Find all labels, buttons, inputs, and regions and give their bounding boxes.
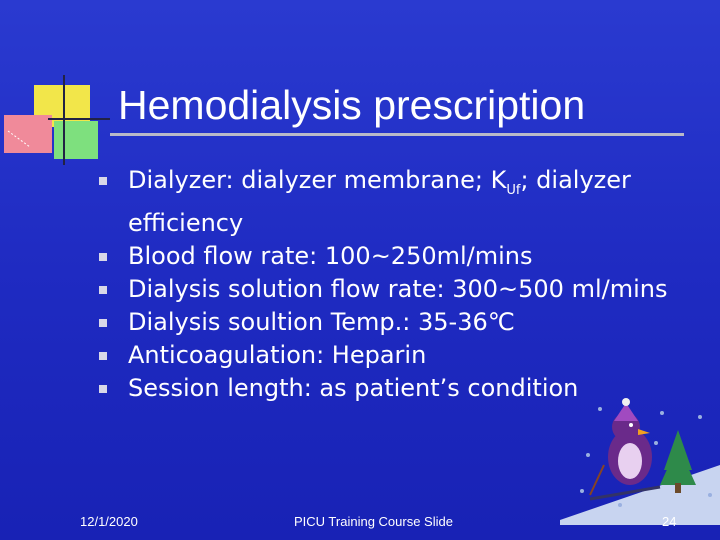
slide-title: Hemodialysis prescription [118, 82, 586, 128]
bullet-marker [99, 286, 107, 294]
bullet-item-dialyzer [0, 164, 708, 240]
bullet-list [0, 164, 708, 405]
bullet-marker [99, 253, 107, 261]
footer-page-number: 24 [662, 514, 677, 529]
title-underline [110, 133, 684, 136]
bullet-marker [99, 352, 107, 360]
bullet-text: Anticoagulation: Heparin [128, 340, 427, 369]
bullet-marker [99, 385, 107, 393]
bullet-text: Session length: as patient’s condition [128, 373, 579, 402]
footer-date: 12/1/2020 [80, 514, 138, 529]
bullet-subscript: Uf [506, 182, 521, 198]
bullet-marker [99, 319, 107, 327]
bullet-text: Dialysis solution flow rate: 300~500 ml/mins [128, 274, 668, 303]
bullet-text: Dialyzer: dialyzer membrane; K [128, 166, 507, 194]
color-squares-decoration [0, 75, 110, 165]
bullet-item-anticoagulation [0, 339, 708, 372]
skiing-penguin-icon [560, 395, 720, 525]
bullet-text: Blood flow rate: 100~250ml/mins [128, 241, 533, 270]
bullet-item-blood-flow [0, 240, 708, 273]
bullet-text: Dialysis soultion Temp.: 35-36℃ [128, 307, 515, 336]
bullet-text-continued: ; dialyzer efficiency [128, 166, 631, 237]
footer-course-title: PICU Training Course Slide [294, 514, 453, 529]
bullet-item-solution-flow [0, 273, 708, 306]
bullet-item-temperature [0, 306, 708, 339]
bullet-marker [99, 177, 107, 185]
